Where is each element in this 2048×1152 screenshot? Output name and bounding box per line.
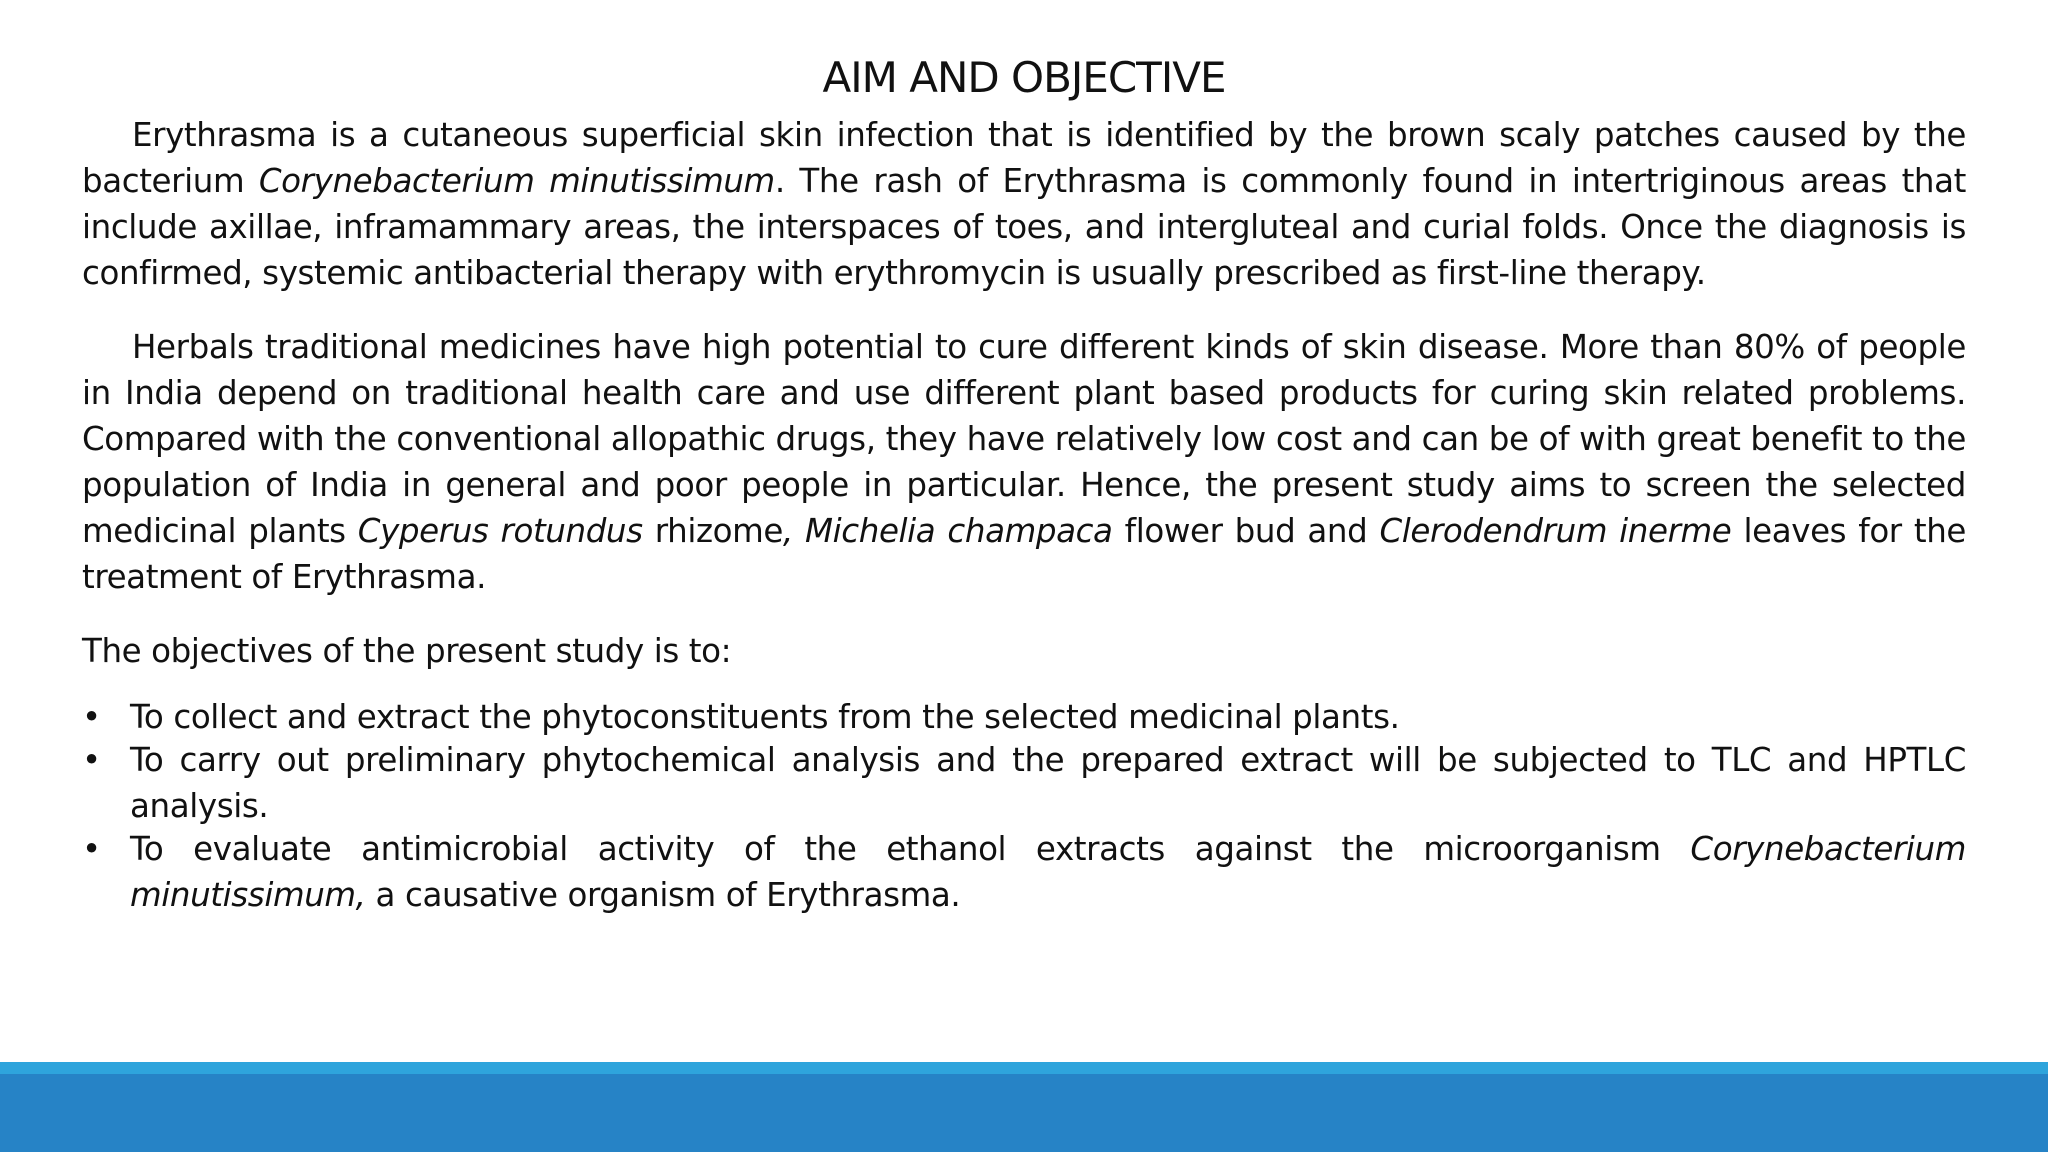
- objective-text: To evaluate antimicrobial activity of the ethanol extracts against the microorganism: [130, 830, 1691, 868]
- list-item: [82, 694, 1966, 740]
- text-span: rhizome: [642, 512, 783, 550]
- objective-text: To collect and extract the phytoconstituents from the selected medicinal plants.: [130, 698, 1400, 736]
- objectives-lead: The objectives of the present study is to:: [82, 632, 732, 670]
- objectives-list: [82, 694, 1966, 918]
- bullet-icon: •: [82, 698, 101, 736]
- slide-title: AIM AND OBJECTIVE: [822, 53, 1226, 102]
- italic-plant-name: Clerodendrum inerme: [1379, 512, 1732, 550]
- bullet-icon: •: [82, 741, 101, 779]
- slide-body: [82, 112, 1966, 918]
- bullet-icon: •: [82, 830, 101, 868]
- text-span: leaves for the treatment of Erythrasma.: [82, 512, 1966, 596]
- paragraph-erythrasma-intro: [82, 112, 1966, 296]
- text-span: . The rash of Erythrasma is commonly found in intertriginous areas that include axillae, inframammary areas, the interspaces of toes, and intergluteal and curial folds. Once the diagnosis is confirmed, systemic antibacterial therapy with erythromycin is usually prescribed as first-line therapy.: [82, 162, 1966, 292]
- footer-bar-dark: [0, 1074, 2048, 1152]
- italic-organism-name: Corynebacterium minutissimum,: [130, 830, 1966, 914]
- list-item: [82, 737, 1966, 829]
- objective-text: a causative organism of Erythrasma.: [365, 876, 961, 914]
- text-span: flower bud and: [1112, 512, 1380, 550]
- text-span: Erythrasma is a cutaneous superficial skin infection that is identified by the brown scaly patches caused by the bacterium: [82, 116, 1966, 200]
- paragraph-herbal-medicines: [82, 324, 1966, 600]
- list-item: [82, 826, 1966, 918]
- italic-plant-name: Cyperus rotundus: [357, 512, 643, 550]
- footer-bar-light: [0, 1062, 2048, 1074]
- italic-plant-name: , Michelia champaca: [782, 512, 1113, 550]
- objective-text: To carry out preliminary phytochemical analysis and the prepared extract will be subjected to TLC and HPTLC analysis.: [130, 741, 1966, 825]
- italic-organism-name: Corynebacterium minutissimum: [258, 162, 775, 200]
- text-span: Herbals traditional medicines have high potential to cure different kinds of skin disease. More than 80% of people in India depend on traditional health care and use different plant based products for curing skin related problems. Compared with the conventional allopathic drugs, they have relatively low cost and can be of with great benefit to the population of India in general and poor people in particular. Hence, the present study aims to screen the selected medicinal plants: [82, 328, 1966, 550]
